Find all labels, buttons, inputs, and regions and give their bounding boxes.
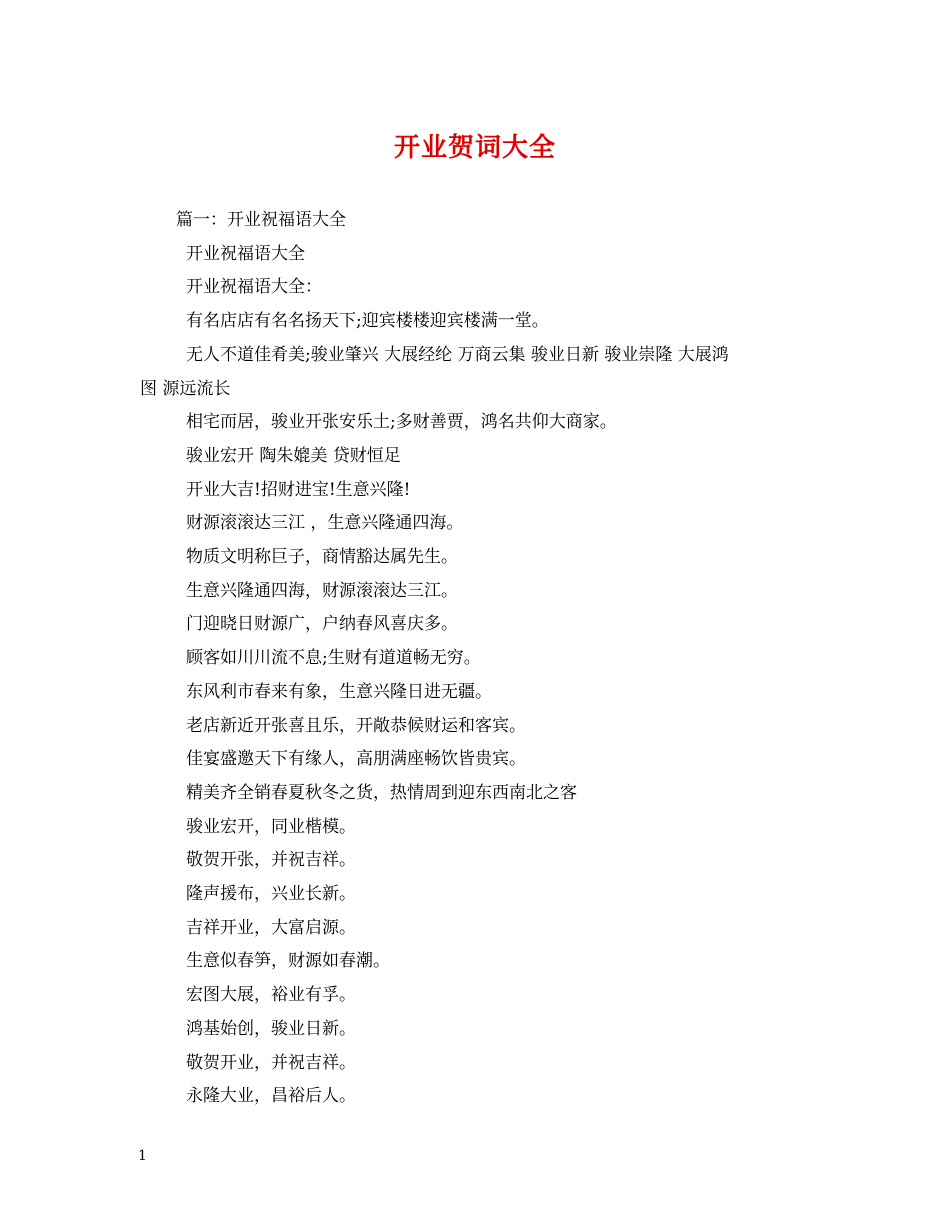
paragraph-line: 骏业宏开 陶朱媲美 贷财恒足 (186, 445, 401, 466)
paragraph-line: 有名店店有名名扬天下;迎宾楼楼迎宾楼满一堂。 (186, 311, 549, 332)
document-title: 开业贺词大全 (393, 133, 556, 163)
paragraph-line: 开业祝福语大全： (186, 277, 322, 298)
paragraph-line: 门迎晓日财源广，户纳春风喜庆多。 (186, 614, 458, 635)
paragraph-line: 鸿基始创，骏业日新。 (186, 1018, 356, 1039)
paragraph-line: 宏图大展，裕业有孚。 (186, 985, 356, 1006)
paragraph-line: 财源滚滚达三江 ，生意兴隆通四海。 (186, 513, 464, 534)
paragraph-line: 生意兴隆通四海，财源滚滚达三江。 (186, 580, 458, 601)
paragraph-line: 永隆大业，昌裕后人。 (186, 1086, 356, 1107)
page-number: 1 (138, 1148, 147, 1164)
paragraph-line-wrapped-continuation: 图 源远流长 (140, 378, 231, 399)
paragraph-list (140, 406, 820, 1114)
paragraph-line: 敬贺开张，并祝吉祥。 (186, 850, 356, 871)
paragraph-line: 敬贺开业，并祝吉祥。 (186, 1052, 356, 1073)
paragraph-line: 隆声援布，兴业长新。 (186, 884, 356, 905)
paragraph-line: 佳宴盛邀天下有缘人，高朋满座畅饮皆贵宾。 (186, 749, 526, 770)
paragraph-line: 物质文明称巨子，商情豁达属先生。 (186, 547, 458, 568)
paragraph-line: 生意似春笋，财源如春潮。 (186, 951, 390, 972)
section-heading: 篇一：开业祝福语大全 (176, 210, 346, 230)
paragraph-line: 精美齐全销春夏秋冬之货，热情周到迎东西南北之客 (186, 782, 577, 803)
paragraph-line: 顾客如川川流不息;生财有道道畅无穷。 (186, 648, 481, 669)
paragraph-line: 东风利市春来有象，生意兴隆日进无疆。 (186, 681, 492, 702)
paragraph-line-wrapped-first: 无人不道佳肴美;骏业肇兴 大展经纶 万商云集 骏业日新 骏业崇隆 大展鸿 (186, 344, 729, 365)
paragraph-line: 开业祝福语大全 (186, 243, 305, 264)
paragraph-line: 吉祥开业，大富启源。 (186, 917, 356, 938)
paragraph-line: 骏业宏开，同业楷模。 (186, 816, 356, 837)
document-body (140, 204, 820, 1114)
paragraph-line: 开业大吉!招财进宝!生意兴隆! (186, 479, 411, 500)
paragraph-line: 相宅而居，骏业开张安乐土;多财善贾，鸿名共仰大商家。 (186, 412, 617, 433)
paragraph-line: 老店新近开张喜且乐，开敞恭候财运和客宾。 (186, 715, 526, 736)
